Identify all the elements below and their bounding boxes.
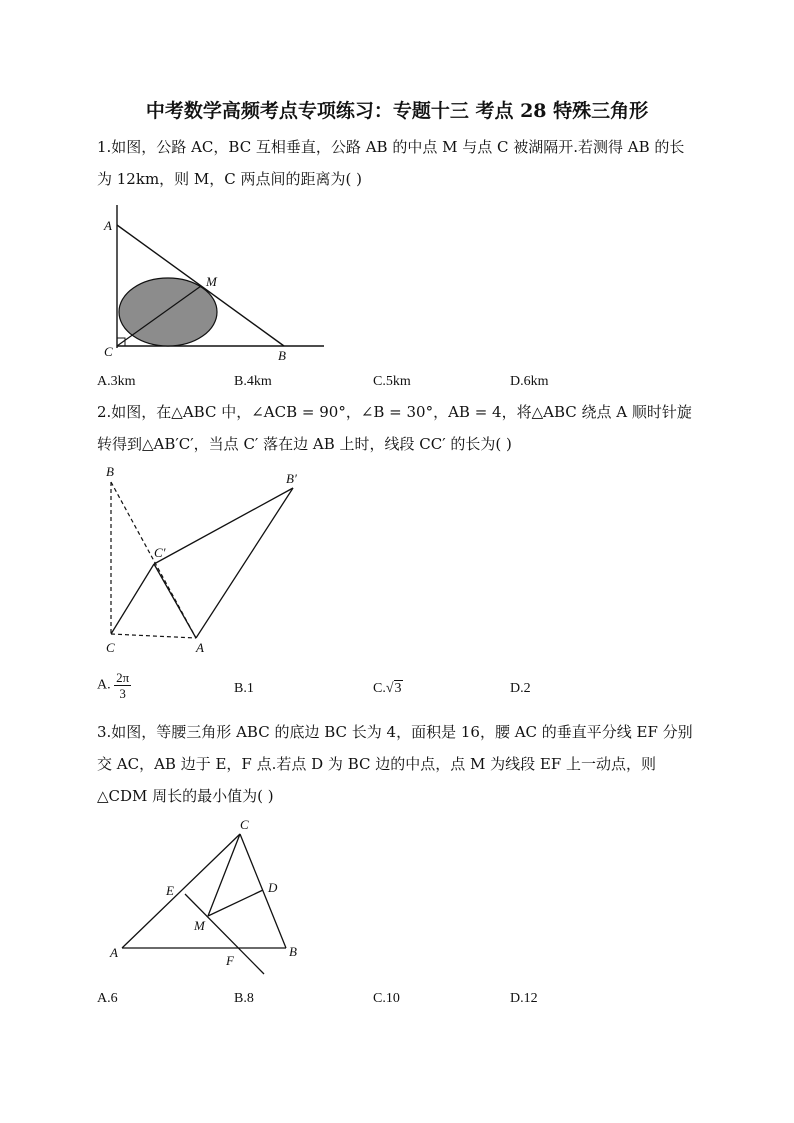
q3-text-line1: 3.如图，等腰三角形 ABC 的底边 BC 长为 4，面积是 16，腰 AC 的垂直平分线 EF 分别	[97, 723, 693, 741]
q1-label-a: A	[104, 218, 112, 233]
q1-figure	[96, 200, 336, 370]
q1-text-line1: 1.如图，公路 AC，BC 互相垂直，公路 AB 的中点 M 与点 C 被湖隔开.若测得 AB 的长	[97, 138, 685, 156]
q3-text-line2: 交 AC，AB 边于 E，F 点.若点 D 为 BC 边的中点，点 M 为线段 EF 上一动点，则	[97, 755, 657, 773]
q1-text-line2: 为 12km，则 M，C 两点间的距离为( )	[97, 170, 363, 188]
q3-option-a: A.6	[97, 991, 118, 1006]
q3-option-b: B.8	[234, 991, 254, 1006]
q3-label-m: M	[194, 918, 205, 933]
q1-option-a: A.3km	[97, 374, 136, 389]
q2-label-bp: B′	[286, 471, 297, 486]
q2-text-line2: 转得到△AB′C′，当点 C′ 落在边 AB 上时，线段 CC′ 的长为( )	[97, 435, 512, 453]
q3-figure	[106, 814, 316, 974]
q2-option-a-fraction	[114, 670, 131, 701]
q2-option-a-prefix: A.	[97, 677, 111, 693]
q2-label-b: B	[106, 464, 114, 479]
q2-figure	[100, 462, 310, 658]
q3-label-f: F	[226, 953, 234, 968]
q2-option-a-numerator: 2π	[116, 670, 130, 685]
q2-option-c	[373, 681, 403, 697]
q2-dashed-ca	[111, 634, 196, 638]
q3-line-ef	[185, 894, 264, 974]
q3-label-a: A	[110, 945, 118, 960]
q2-option-a	[97, 670, 131, 701]
q2-label-a: A	[196, 640, 204, 655]
q2-option-c-sqrt: √3	[385, 681, 402, 696]
q1-option-b: B.4km	[234, 374, 272, 389]
q1-option-d: D.6km	[510, 374, 549, 389]
q2-segment-cpbp	[154, 488, 293, 564]
q2-option-a-denominator: 3	[119, 686, 126, 701]
q2-option-c-radicand: 3	[394, 681, 402, 696]
q1-option-c: C.5km	[373, 374, 411, 389]
q3-label-e: E	[166, 883, 174, 898]
q2-segment-abp	[196, 488, 293, 638]
q1-label-b: B	[278, 348, 286, 363]
q3-label-c: C	[240, 817, 249, 832]
q2-label-c: C	[106, 640, 115, 655]
q3-option-c: C.10	[373, 991, 400, 1006]
page-title: 中考数学高频考点专项练习：专题十三 考点 28 特殊三角形	[145, 100, 649, 122]
q3-option-d: D.12	[510, 991, 538, 1006]
q3-text-line3: △CDM 周长的最小值为( )	[97, 787, 274, 805]
q3-segment-cb	[240, 834, 286, 948]
q2-label-cp: C′	[154, 545, 166, 560]
q2-segment-cpa	[154, 564, 196, 638]
q1-lake	[119, 278, 217, 346]
q3-label-b: B	[289, 944, 297, 959]
q1-label-m: M	[206, 274, 217, 289]
q2-text-line1: 2.如图，在△ABC 中，∠ACB = 90°，∠B = 30°，AB = 4，将△ABC 绕点 A 顺时针旋	[97, 403, 692, 421]
q2-option-b: B.1	[234, 681, 254, 696]
q2-option-c-prefix: C.	[373, 681, 386, 696]
q2-option-d: D.2	[510, 681, 531, 696]
q2-segment-ccp	[111, 564, 154, 634]
q3-label-d: D	[268, 880, 278, 895]
q1-label-c: C	[104, 344, 113, 359]
